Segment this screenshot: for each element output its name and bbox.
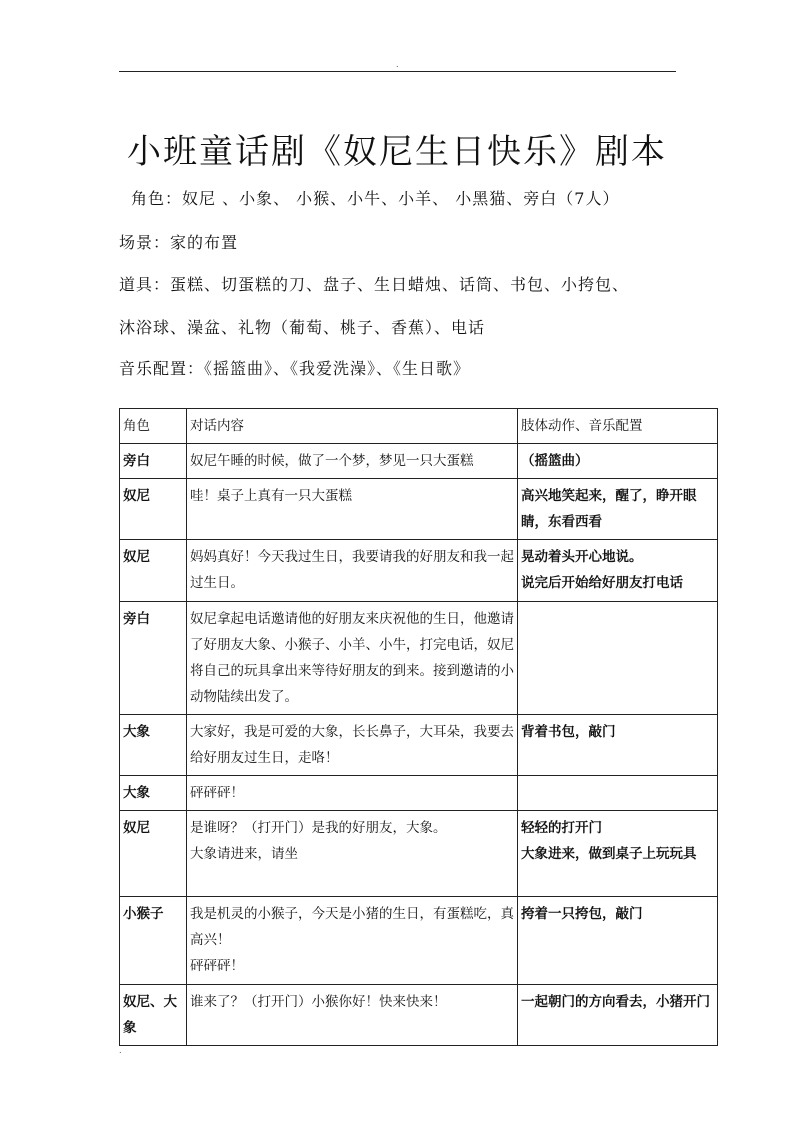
action-text: 一起朝门的方向看去，小猪开门 bbox=[521, 994, 710, 1010]
role-cell: 奴尼 bbox=[120, 479, 187, 540]
table-row bbox=[120, 811, 718, 897]
table-row bbox=[120, 444, 718, 479]
table-row bbox=[120, 985, 718, 1046]
script-table bbox=[119, 408, 718, 1046]
dialogue-cell bbox=[187, 715, 518, 776]
table-row bbox=[120, 897, 718, 985]
table-row bbox=[120, 602, 718, 715]
action-text: 背着书包，敲门 bbox=[521, 724, 616, 740]
action-cell bbox=[518, 602, 718, 715]
role-cell: 小猴子 bbox=[120, 897, 187, 985]
dialogue-text: 砰砰砰！ bbox=[190, 958, 244, 974]
header-mark: . bbox=[396, 60, 399, 69]
action-text: 大象进来，做到桌子上玩玩具 bbox=[521, 846, 697, 862]
dialogue-text: 大象请进来，请坐 bbox=[190, 846, 298, 862]
header-action: 肢体动作、音乐配置 bbox=[518, 409, 718, 444]
action-cell bbox=[518, 897, 718, 985]
action-cell bbox=[518, 444, 718, 479]
table-row bbox=[120, 540, 718, 602]
page-title: 小班童话剧《奴尼生日快乐》剧本 bbox=[127, 132, 667, 172]
props-line-2: 沐浴球、澡盆、礼物（葡萄、桃子、香蕉）、电话 bbox=[119, 318, 486, 337]
dialogue-text: 我是机灵的小猴子，今天是小猪的生日，有蛋糕吃，真高兴！ bbox=[190, 906, 514, 948]
music-line: 音乐配置：《摇篮曲》、《我爱洗澡》、《生日歌》 bbox=[119, 359, 471, 378]
dialogue-cell bbox=[187, 540, 518, 602]
table-row bbox=[120, 479, 718, 540]
dialogue-text: 奴尼午睡的时候，做了一个梦，梦见一只大蛋糕 bbox=[190, 453, 474, 469]
role-cell: 奴尼、大象 bbox=[120, 985, 187, 1046]
table-row bbox=[120, 776, 718, 811]
table-header-row bbox=[120, 409, 718, 444]
dialogue-text: 砰砰砰！ bbox=[190, 785, 244, 801]
dialogue-cell bbox=[187, 479, 518, 540]
action-text: 说完后开始给好朋友打电话 bbox=[521, 575, 683, 591]
dialogue-cell bbox=[187, 444, 518, 479]
header-rule bbox=[119, 71, 676, 72]
scene-line: 场景：家的布置 bbox=[119, 233, 239, 252]
action-cell bbox=[518, 715, 718, 776]
action-text: 晃动着头开心地说。 bbox=[521, 549, 643, 565]
dialogue-text: 谁来了？（打开门）小猴你好！快来快来！ bbox=[190, 994, 447, 1010]
role-cell: 奴尼 bbox=[120, 811, 187, 897]
roles-line: 角色：奴尼 、小象、 小猴、小牛、小羊、 小黑猫、旁白（7人） bbox=[131, 189, 620, 208]
role-cell: 旁白 bbox=[120, 444, 187, 479]
header-dialogue: 对话内容 bbox=[187, 409, 518, 444]
dialogue-text: 大家好，我是可爱的大象，长长鼻子，大耳朵，我要去给好朋友过生日，走咯！ bbox=[190, 724, 514, 766]
action-cell bbox=[518, 811, 718, 897]
footer-mark: . bbox=[119, 1046, 122, 1055]
dialogue-text: 奴尼拿起电话邀请他的好朋友来庆祝他的生日，他邀请了好朋友大象、小猴子、小羊、小牛，打完电话，奴尼将自己的玩具拿出来等待好朋友的到来。接到邀请的小动物陆续出发了。 bbox=[190, 611, 514, 705]
dialogue-text: 妈妈真好！今天我过生日，我要请我的好朋友和我一起过生日。 bbox=[190, 549, 514, 591]
dialogue-cell bbox=[187, 985, 518, 1046]
dialogue-cell bbox=[187, 776, 518, 811]
action-text: 高兴地笑起来，醒了，睁开眼睛，东看西看 bbox=[521, 488, 697, 530]
props-line-1: 道具：蛋糕、切蛋糕的刀、盘子、生日蜡烛、话筒、书包、小挎包、 bbox=[119, 275, 630, 294]
role-cell: 奴尼 bbox=[120, 540, 187, 602]
role-cell: 大象 bbox=[120, 776, 187, 811]
role-cell: 旁白 bbox=[120, 602, 187, 715]
action-text: 轻轻的打开门 bbox=[521, 820, 602, 836]
action-text: （摇篮曲） bbox=[521, 453, 589, 469]
dialogue-text: 哇！桌子上真有一只大蛋糕 bbox=[190, 488, 352, 504]
header-role: 角色 bbox=[120, 409, 187, 444]
action-text: 挎着一只挎包，敲门 bbox=[521, 906, 643, 922]
dialogue-cell bbox=[187, 602, 518, 715]
action-cell bbox=[518, 776, 718, 811]
dialogue-cell bbox=[187, 811, 518, 897]
dialogue-cell bbox=[187, 897, 518, 985]
table-row bbox=[120, 715, 718, 776]
action-cell bbox=[518, 479, 718, 540]
action-cell bbox=[518, 985, 718, 1046]
action-cell bbox=[518, 540, 718, 602]
role-cell: 大象 bbox=[120, 715, 187, 776]
dialogue-text: 是谁呀？（打开门）是我的好朋友，大象。 bbox=[190, 820, 447, 836]
